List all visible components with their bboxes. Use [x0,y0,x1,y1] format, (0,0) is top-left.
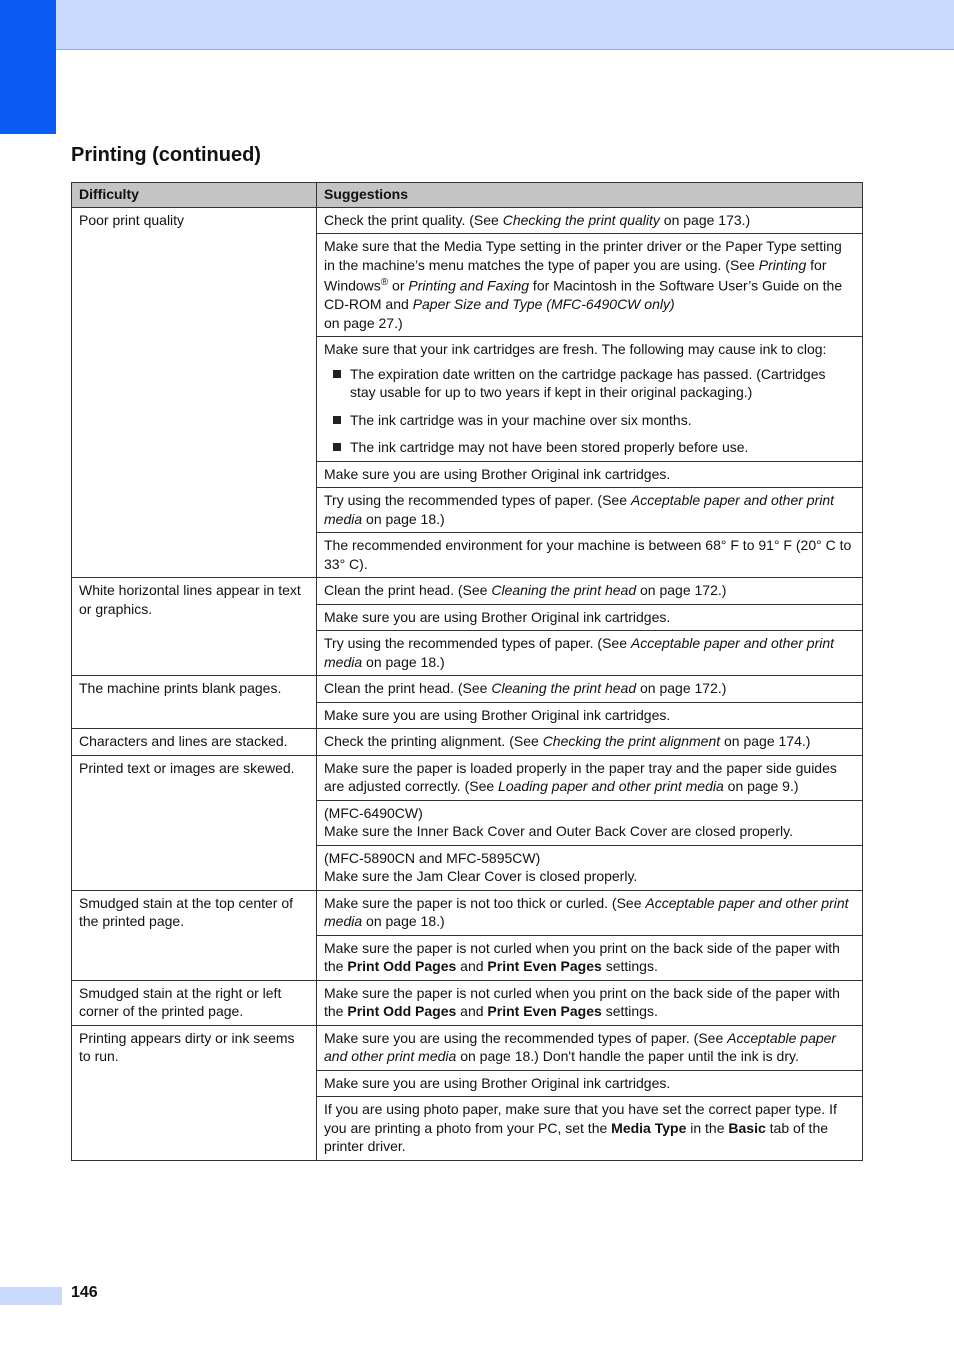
suggestion-cell [317,337,863,462]
suggestion-cell: Make sure the paper is loaded properly in the paper tray and the paper side guides are adjusted correctly. (See Loading paper and other print media on page 9.) [317,755,863,800]
table-row [72,207,863,234]
suggestion-cell: Try using the recommended types of paper. (See Acceptable paper and other print media on page 18.) [317,488,863,533]
bullet-item: The ink cartridge was in your machine over six months. [324,411,855,430]
difficulty-cell: The machine prints blank pages. [72,676,317,729]
suggestion-cell: Make sure the paper is not too thick or curled. (See Acceptable paper and other print media on page 18.) [317,890,863,935]
difficulty-cell: White horizontal lines appear in text or graphics. [72,578,317,676]
bullet-item: The ink cartridge may not have been stored properly before use. [324,438,855,457]
suggestion-cell: If you are using photo paper, make sure that you have set the correct paper type. If you are printing a photo from your PC, set the Media Type in the Basic tab of the printer driver. [317,1097,863,1161]
suggestion-cell: Clean the print head. (See Cleaning the print head on page 172.) [317,676,863,703]
difficulty-cell: Printing appears dirty or ink seems to run. [72,1025,317,1160]
suggestion-cell: Check the print quality. (See Checking the print quality on page 173.) [317,207,863,234]
table-row [72,729,863,756]
suggestion-cell: Make sure you are using Brother Original ink cartridges. [317,461,863,488]
difficulty-cell: Poor print quality [72,207,317,578]
header-suggestions: Suggestions [317,183,863,208]
bullet-list [324,365,855,457]
table-row [72,676,863,703]
suggestion-cell: Make sure you are using Brother Original ink cartridges. [317,702,863,729]
table-row [72,890,863,935]
table-row [72,578,863,605]
table-row [72,1025,863,1070]
suggestion-cell: Make sure that the Media Type setting in the printer driver or the Paper Type setting in the machine’s menu matches the type of paper you are using. (See Printing for Windows® or Printing and Faxing for Macintosh in the Software User’s Guide on the CD-ROM and Paper Size and Type (MFC-6490CW only) on page 27.) [317,234,863,337]
suggestion-cell: (MFC-6490CW) Make sure the Inner Back Cover and Outer Back Cover are closed properly. [317,800,863,845]
suggestion-cell: Try using the recommended types of paper. (See Acceptable paper and other print media on page 18.) [317,631,863,676]
suggestion-cell: Make sure you are using the recommended types of paper. (See Acceptable paper and other print media on page 18.) Don't handle the paper until the ink is dry. [317,1025,863,1070]
header-difficulty: Difficulty [72,183,317,208]
troubleshooting-table [71,182,863,1161]
suggestion-cell: (MFC-5890CN and MFC-5895CW) Make sure the Jam Clear Cover is closed properly. [317,845,863,890]
difficulty-cell: Smudged stain at the right or left corner of the printed page. [72,980,317,1025]
difficulty-cell: Characters and lines are stacked. [72,729,317,756]
footer-band [0,1287,62,1305]
page-number: 146 [71,1284,98,1301]
table-row [72,980,863,1025]
suggestion-cell: Make sure the paper is not curled when you print on the back side of the paper with the Print Odd Pages and Print Even Pages settings. [317,980,863,1025]
bullet-item: The expiration date written on the cartridge package has passed. (Cartridges stay usable for up to two years if kept in their original packaging.) [324,365,855,402]
table-row [72,755,863,800]
difficulty-cell: Smudged stain at the top center of the printed page. [72,890,317,980]
table-header-row [72,183,863,208]
header-band [0,0,954,50]
suggestion-cell: The recommended environment for your machine is between 68° F to 91° F (20° C to 33° C). [317,533,863,578]
suggestion-cell: Make sure you are using Brother Original ink cartridges. [317,604,863,631]
suggestion-cell: Check the printing alignment. (See Checking the print alignment on page 174.) [317,729,863,756]
chapter-tab [0,0,56,134]
difficulty-cell: Printed text or images are skewed. [72,755,317,890]
suggestion-cell: Make sure you are using Brother Original ink cartridges. [317,1070,863,1097]
suggestion-intro: Make sure that your ink cartridges are fresh. The following may cause ink to clog: [324,341,827,358]
suggestion-cell: Clean the print head. (See Cleaning the print head on page 172.) [317,578,863,605]
page-title: Printing (continued) [71,144,261,166]
suggestion-cell: Make sure the paper is not curled when you print on the back side of the paper with the Print Odd Pages and Print Even Pages settings. [317,935,863,980]
